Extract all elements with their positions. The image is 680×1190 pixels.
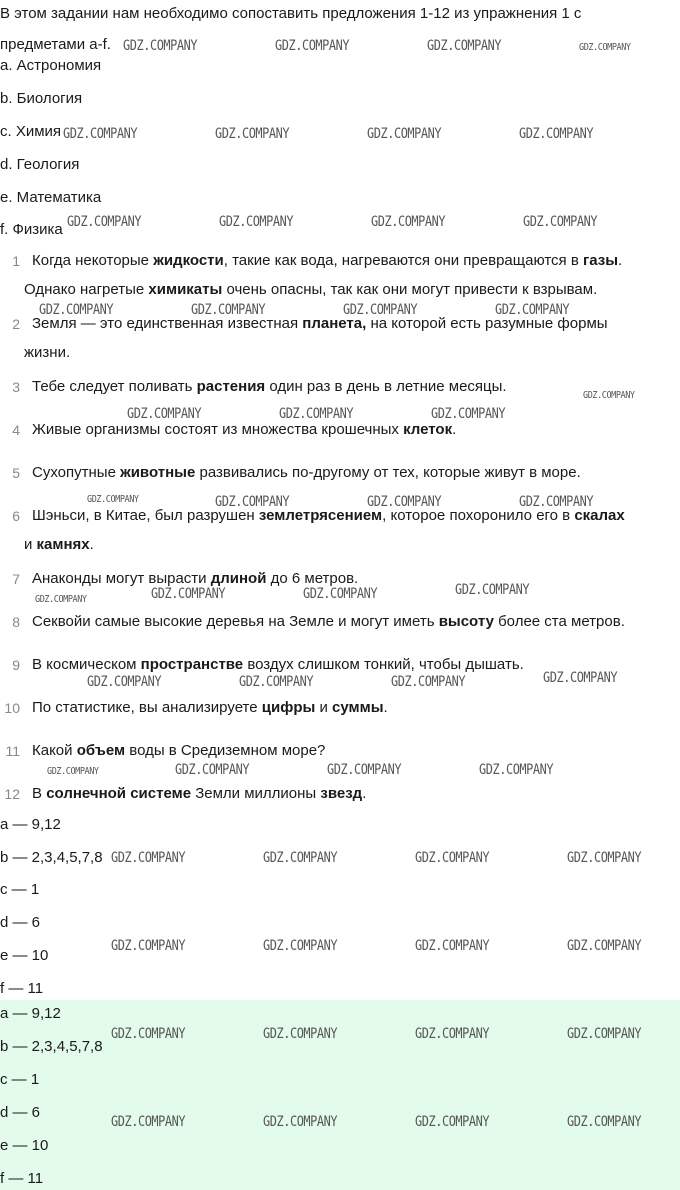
watermark: GDZ.COMPANY xyxy=(371,214,446,230)
sentence-number: 9 xyxy=(12,657,20,673)
watermark: GDZ.COMPANY xyxy=(479,762,554,778)
answer-highlight-d: d — 6 xyxy=(0,1104,41,1121)
sentence-number: 6 xyxy=(12,508,20,524)
sentence-text: Какой объем воды в Средиземном море? xyxy=(32,742,326,759)
answer-highlight-a: a — 9,12 xyxy=(0,1005,61,1022)
answer-c: c — 1 xyxy=(0,881,40,898)
watermark: GDZ.COMPANY xyxy=(455,582,530,598)
watermark: GDZ.COMPANY xyxy=(367,494,442,510)
answer-d: d — 6 xyxy=(0,914,41,931)
watermark: GDZ.COMPANY xyxy=(111,1026,186,1042)
subject-e: e. Математика xyxy=(0,189,102,206)
watermark: GDZ.COMPANY xyxy=(127,406,202,422)
sentence-text: В солнечной системе Земли миллионы звезд. xyxy=(32,785,367,802)
watermark: GDZ.COMPANY xyxy=(523,214,598,230)
watermark: GDZ.COMPANY xyxy=(431,406,506,422)
watermark: GDZ.COMPANY xyxy=(151,586,226,602)
watermark: GDZ.COMPANY xyxy=(215,126,290,142)
watermark: GDZ.COMPANY xyxy=(123,38,198,54)
watermark: GDZ.COMPANY xyxy=(67,214,142,230)
watermark: GDZ.COMPANY xyxy=(111,938,186,954)
sentence-text: и камнях. xyxy=(24,536,94,553)
watermark: GDZ.COMPANY xyxy=(275,38,350,54)
subject-c: c. Химия xyxy=(0,123,62,140)
watermark: GDZ.COMPANY xyxy=(567,850,642,866)
watermark: GDZ.COMPANY xyxy=(519,494,594,510)
sentence-text: Тебе следует поливать растения один раз в день в летние месяцы. xyxy=(32,378,507,395)
watermark: GDZ.COMPANY xyxy=(391,674,466,690)
sentence-number: 11 xyxy=(5,743,20,759)
watermark: GDZ.COMPANY xyxy=(583,390,635,401)
watermark: GDZ.COMPANY xyxy=(263,1026,338,1042)
answer-highlight-b: b — 2,3,4,5,7,8 xyxy=(0,1038,103,1055)
watermark: GDZ.COMPANY xyxy=(175,762,250,778)
watermark: GDZ.COMPANY xyxy=(519,126,594,142)
answer-e: e — 10 xyxy=(0,947,49,964)
answer-b: b — 2,3,4,5,7,8 xyxy=(0,849,103,866)
answer-highlight-e: e — 10 xyxy=(0,1137,49,1154)
sentence-text: Земля — это единственная известная планета, на которой есть разумные формы xyxy=(32,315,608,332)
watermark: GDZ.COMPANY xyxy=(415,1114,490,1130)
sentence-number: 4 xyxy=(12,422,20,438)
watermark: GDZ.COMPANY xyxy=(367,126,442,142)
sentence-text: Когда некоторые жидкости, такие как вода, нагреваются они превращаются в газы. xyxy=(32,252,623,269)
sentence-text: жизни. xyxy=(24,344,71,361)
watermark: GDZ.COMPANY xyxy=(263,938,338,954)
answer-f: f — 11 xyxy=(0,980,44,997)
subject-d: d. Геология xyxy=(0,156,80,173)
watermark: GDZ.COMPANY xyxy=(303,586,378,602)
watermark: GDZ.COMPANY xyxy=(543,670,618,686)
watermark: GDZ.COMPANY xyxy=(415,1026,490,1042)
watermark: GDZ.COMPANY xyxy=(87,494,139,505)
sentence-text: По статистике, вы анализируете цифры и суммы. xyxy=(32,699,388,716)
intro-line-2: предметами a-f. xyxy=(0,36,111,53)
watermark: GDZ.COMPANY xyxy=(327,762,402,778)
sentence-number: 12 xyxy=(4,786,20,802)
watermark: GDZ.COMPANY xyxy=(279,406,354,422)
sentence-text: Сухопутные животные развивались по-другому от тех, которые живут в море. xyxy=(32,464,581,481)
sentence-text: Однако нагретые химикаты очень опасны, так как они могут привести к взрывам. xyxy=(24,281,598,298)
watermark: GDZ.COMPANY xyxy=(239,674,314,690)
watermark: GDZ.COMPANY xyxy=(415,938,490,954)
sentence-number: 7 xyxy=(12,571,20,587)
watermark: GDZ.COMPANY xyxy=(343,302,418,318)
answer-highlight-c: c — 1 xyxy=(0,1071,40,1088)
sentence-number: 8 xyxy=(12,614,20,630)
watermark: GDZ.COMPANY xyxy=(427,38,502,54)
answer-highlight-f: f — 11 xyxy=(0,1170,44,1187)
watermark: GDZ.COMPANY xyxy=(495,302,570,318)
watermark: GDZ.COMPANY xyxy=(219,214,294,230)
watermark: GDZ.COMPANY xyxy=(567,1114,642,1130)
watermark: GDZ.COMPANY xyxy=(579,42,631,53)
sentence-text: Анаконды могут вырасти длиной до 6 метров. xyxy=(32,570,359,587)
watermark: GDZ.COMPANY xyxy=(191,302,266,318)
watermark: GDZ.COMPANY xyxy=(263,850,338,866)
answer-a: a — 9,12 xyxy=(0,816,61,833)
sentence-text: Живые организмы состоят из множества крошечных клеток. xyxy=(32,421,457,438)
subject-b: b. Биология xyxy=(0,90,83,107)
watermark: GDZ.COMPANY xyxy=(63,126,138,142)
watermark: GDZ.COMPANY xyxy=(567,1026,642,1042)
intro-line-1: В этом задании нам необходимо сопоставить предложения 1-12 из упражнения 1 с xyxy=(0,5,582,22)
sentence-number: 1 xyxy=(12,253,20,269)
watermark: GDZ.COMPANY xyxy=(35,594,87,605)
watermark: GDZ.COMPANY xyxy=(263,1114,338,1130)
watermark: GDZ.COMPANY xyxy=(215,494,290,510)
watermark: GDZ.COMPANY xyxy=(47,766,99,777)
sentence-text: В космическом пространстве воздух слишком тонкий, чтобы дышать. xyxy=(32,656,524,673)
subject-f: f. Физика xyxy=(0,221,63,238)
sentence-number: 2 xyxy=(12,316,20,332)
sentence-number: 5 xyxy=(12,465,20,481)
sentence-text: Шэньси, в Китае, был разрушен землетрясением, которое похоронило его в скалах xyxy=(32,507,625,524)
sentence-text: Секвойи самые высокие деревья на Земле и могут иметь высоту более ста метров. xyxy=(32,613,625,630)
watermark: GDZ.COMPANY xyxy=(111,1114,186,1130)
sentence-number: 3 xyxy=(12,379,20,395)
watermark: GDZ.COMPANY xyxy=(87,674,162,690)
sentence-number: 10 xyxy=(4,700,20,716)
watermark: GDZ.COMPANY xyxy=(39,302,114,318)
watermark: GDZ.COMPANY xyxy=(567,938,642,954)
watermark: GDZ.COMPANY xyxy=(111,850,186,866)
watermark: GDZ.COMPANY xyxy=(415,850,490,866)
subject-a: a. Астрономия xyxy=(0,57,102,74)
